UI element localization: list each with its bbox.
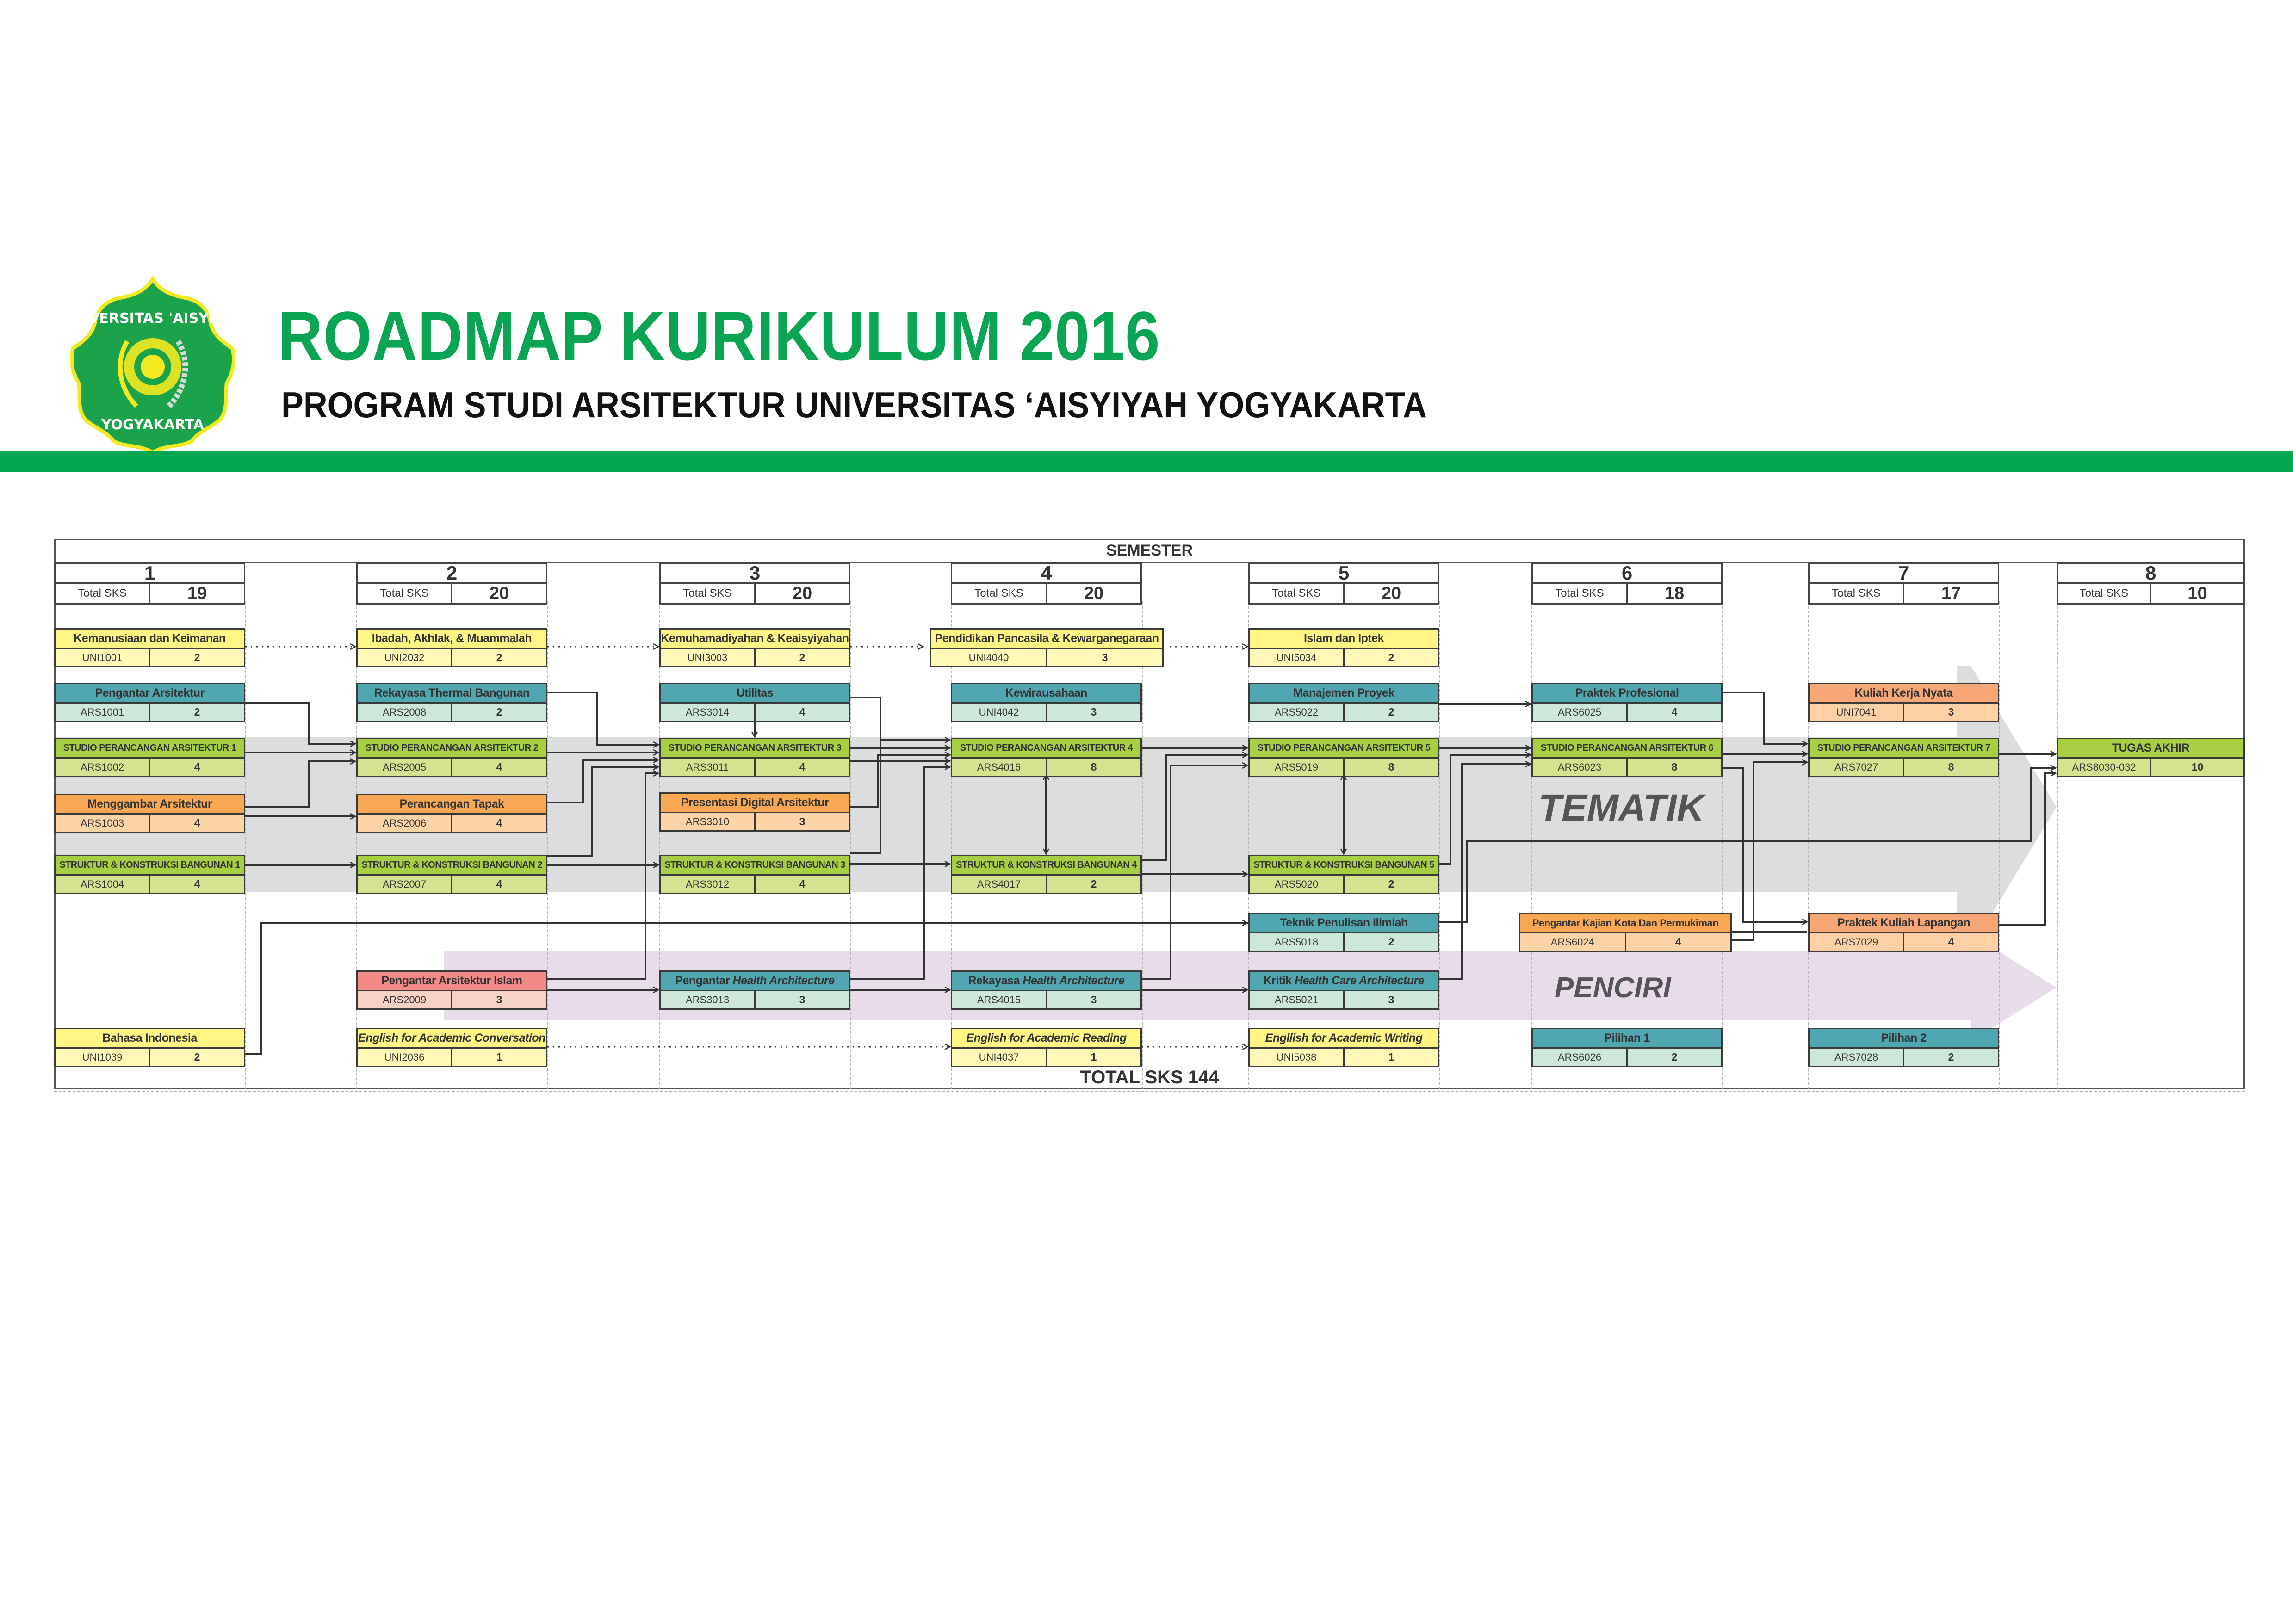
total-sks-value: 18 — [1664, 584, 1685, 603]
course-title — [661, 972, 849, 991]
course-card[interactable] — [1248, 683, 1439, 722]
course-code: ARS5018 — [1250, 933, 1345, 951]
course-code: ARS1003 — [56, 815, 150, 832]
course-sks: 3 — [496, 994, 502, 1006]
course-code: ARS6023 — [1533, 759, 1628, 776]
course-code: ARS3014 — [661, 704, 756, 721]
course-card[interactable] — [1531, 683, 1723, 722]
course-code: UNI2032 — [358, 649, 452, 666]
course-sks: 2 — [1671, 1051, 1678, 1063]
course-card[interactable] — [54, 855, 245, 894]
column-guide — [2057, 601, 2058, 1089]
course-title-italic: Health Care Architecture — [1295, 974, 1425, 987]
course-card[interactable] — [1808, 738, 1999, 777]
course-sks: 2 — [799, 651, 806, 663]
semester-number: 7 — [1810, 564, 1998, 584]
course-sks: 2 — [496, 706, 502, 718]
course-code: ARS4017 — [952, 876, 1047, 893]
course-card[interactable] — [1248, 628, 1439, 667]
course-sks: 3 — [1388, 994, 1394, 1006]
course-title — [952, 972, 1140, 991]
course-title: STUDIO PERANCANGAN ARSITEKTUR 1 — [56, 739, 244, 759]
course-code: UNI3003 — [661, 649, 756, 666]
course-code: ARS7028 — [1810, 1049, 1904, 1066]
course-code: ARS1001 — [56, 704, 150, 721]
course-code: ARS6025 — [1533, 704, 1628, 721]
course-card[interactable] — [54, 794, 245, 833]
total-sks-value: 10 — [2188, 584, 2207, 603]
course-sks: 4 — [194, 817, 200, 829]
total-sks-value: 17 — [1941, 584, 1961, 603]
course-code: ARS3012 — [661, 876, 756, 893]
semester-number: 8 — [2058, 564, 2243, 584]
course-title: Menggambar Arsitektur — [56, 795, 244, 815]
total-sks-label: Total SKS — [1810, 584, 1904, 603]
course-title: Kuliah Kerja Nyata — [1810, 684, 1998, 704]
column-guide — [1439, 601, 1440, 1089]
course-card[interactable] — [54, 738, 245, 777]
course-sks: 8 — [1948, 761, 1954, 773]
course-sks: 2 — [194, 651, 200, 663]
course-card[interactable] — [54, 1028, 245, 1067]
course-card[interactable] — [1808, 913, 1999, 952]
course-title: Kemanusiaan dan Keimanan — [56, 630, 244, 649]
semester-header: SEMESTER — [54, 539, 2245, 563]
course-code: ARS4016 — [952, 759, 1047, 776]
course-title: Perancangan Tapak — [358, 795, 546, 815]
course-card[interactable] — [951, 738, 1142, 777]
course-card[interactable] — [930, 628, 1164, 667]
course-title: Pengantar Kajian Kota Dan Permukiman — [1520, 914, 1730, 933]
course-code: ARS5019 — [1250, 759, 1345, 776]
course-title: Rekayasa Thermal Bangunan — [358, 684, 546, 704]
svg-text:YOGYAKARTA: YOGYAKARTA — [101, 417, 204, 433]
course-sks: 2 — [194, 1051, 200, 1063]
course-card[interactable] — [356, 970, 547, 1010]
course-title: TUGAS AKHIR — [2058, 739, 2243, 759]
course-title: Bahasa Indonesia — [56, 1029, 244, 1049]
course-card[interactable] — [659, 855, 850, 894]
course-card[interactable] — [1248, 913, 1439, 952]
penciri-label: PENCIRI — [1555, 972, 1671, 1004]
course-code: UNI4042 — [952, 704, 1047, 721]
course-code: ARS6024 — [1520, 933, 1626, 951]
course-sks: 4 — [1671, 706, 1678, 718]
course-card[interactable] — [2057, 738, 2245, 777]
column-guide — [356, 601, 357, 1089]
course-sks: 1 — [1388, 1051, 1394, 1063]
course-code: UNI5034 — [1250, 649, 1345, 666]
column-guide — [659, 601, 660, 1089]
semester-number: 2 — [358, 564, 546, 584]
column-guide — [1808, 601, 1809, 1089]
course-code: ARS3010 — [661, 813, 756, 830]
course-sks: 4 — [194, 761, 200, 773]
university-seal-icon — [60, 272, 245, 457]
semester-number: 4 — [952, 564, 1140, 584]
course-card[interactable] — [659, 683, 850, 722]
course-code: ARS2008 — [358, 704, 452, 721]
course-sks: 1 — [496, 1051, 502, 1063]
course-code: ARS2006 — [358, 815, 452, 832]
semester-number: 1 — [56, 564, 244, 584]
course-title: Ibadah, Akhlak, & Muammalah — [358, 630, 546, 649]
course-title: Praktek Profesional — [1533, 684, 1721, 704]
course-card[interactable] — [659, 970, 850, 1010]
course-code: UNI4040 — [931, 649, 1047, 666]
table-bottom-rule — [54, 1091, 2245, 1092]
course-sks: 4 — [194, 878, 200, 890]
page-title: ROADMAP KURIKULUM 2016 — [278, 297, 1160, 375]
column-guide — [547, 601, 548, 1089]
total-sks-label: Total SKS — [358, 584, 452, 603]
course-code: ARS5021 — [1250, 991, 1345, 1008]
course-title: STUDIO PERANCANGAN ARSITEKTUR 5 — [1250, 739, 1438, 759]
course-code: ARS3011 — [661, 759, 756, 776]
svg-text:UNIVERSITAS 'AISYIYAH: UNIVERSITAS 'AISYIYAH — [60, 310, 245, 327]
course-title: Pengantar Arsitektur — [56, 684, 244, 704]
tematik-label: TEMATIK — [1538, 787, 1704, 829]
course-code: ARS2009 — [358, 991, 452, 1008]
semester-4-header — [951, 562, 1142, 605]
course-title — [1250, 972, 1438, 991]
course-code: ARS5022 — [1250, 704, 1345, 721]
total-sks-label: Total SKS — [952, 584, 1047, 603]
semester-3-header — [659, 562, 850, 605]
total-sks-value: 20 — [792, 584, 812, 603]
column-guide — [1999, 601, 2000, 1089]
total-sks-label: Total SKS — [56, 584, 150, 603]
course-sks: 1 — [1091, 1051, 1097, 1063]
course-sks: 3 — [799, 994, 806, 1006]
course-title: Kemuhamadiyahan & Keaisyiyahan — [661, 630, 849, 649]
course-card[interactable] — [951, 855, 1142, 894]
course-sks: 4 — [1675, 936, 1681, 948]
course-card[interactable] — [1519, 913, 1732, 952]
course-title: Teknik Penulisan Ilimiah — [1250, 914, 1438, 933]
course-title-plain: Rekayasa — [968, 974, 1023, 987]
course-sks: 4 — [496, 761, 502, 773]
page-subtitle: PROGRAM STUDI ARSITEKTUR UNIVERSITAS ‘AISYIYAH YOGYAKARTA — [281, 384, 1427, 425]
course-title: Engllish for Academic Writing — [1250, 1029, 1438, 1049]
column-guide — [1142, 601, 1143, 1089]
course-card[interactable] — [1248, 855, 1439, 894]
course-card[interactable] — [659, 792, 850, 832]
course-card[interactable] — [1248, 738, 1439, 777]
course-sks: 3 — [799, 815, 806, 827]
course-sks: 10 — [2191, 761, 2204, 773]
course-card[interactable] — [356, 794, 547, 833]
course-title: STRUKTUR & KONSTRUKSI BANGUNAN 4 — [952, 856, 1140, 876]
semester-1-header — [54, 562, 245, 605]
course-sks: 2 — [1388, 651, 1394, 663]
course-code: UNI1039 — [56, 1049, 150, 1066]
course-sks: 8 — [1671, 761, 1678, 773]
semester-5-header — [1248, 562, 1439, 605]
course-card[interactable] — [1248, 1028, 1439, 1067]
course-card[interactable] — [659, 738, 850, 777]
course-code: ARS7027 — [1810, 759, 1904, 776]
column-guide — [951, 601, 952, 1089]
column-guide — [245, 601, 246, 1089]
semester-7-header — [1808, 562, 1999, 605]
course-sks: 8 — [1388, 761, 1394, 773]
semester-number: 3 — [661, 564, 849, 584]
total-sks-value: 20 — [1084, 584, 1104, 603]
course-sks: 4 — [496, 817, 502, 829]
course-card[interactable] — [356, 628, 547, 667]
course-sks: 4 — [496, 878, 502, 890]
course-code: ARS5020 — [1250, 876, 1345, 893]
semester-2-header — [356, 562, 547, 605]
course-title: Presentasi Digital Arsitektur — [661, 794, 849, 813]
course-sks: 2 — [1388, 706, 1394, 718]
course-title: STUDIO PERANCANGAN ARSITEKTUR 3 — [661, 739, 849, 759]
course-code: ARS1004 — [56, 876, 150, 893]
course-title-italic: Health Architecture — [1023, 974, 1125, 987]
course-code: UNI5038 — [1250, 1049, 1345, 1066]
column-guide — [850, 601, 851, 1089]
course-sks: 4 — [1948, 936, 1954, 948]
course-sks: 2 — [1388, 878, 1394, 890]
course-title: Pengantar Arsitektur Islam — [358, 972, 546, 991]
course-title: English for Academic Conversation — [358, 1029, 546, 1049]
course-code: UNI7041 — [1810, 704, 1904, 721]
total-sks-label: Total SKS — [1250, 584, 1345, 603]
course-card[interactable] — [1808, 1028, 1999, 1067]
course-card[interactable] — [951, 683, 1142, 722]
course-code: ARS3013 — [661, 991, 756, 1008]
course-title: STRUKTUR & KONSTRUKSI BANGUNAN 5 — [1250, 856, 1438, 876]
course-card[interactable] — [951, 1028, 1142, 1067]
course-card[interactable] — [1531, 1028, 1723, 1067]
header-divider-band — [0, 451, 2293, 472]
course-sks: 8 — [1091, 761, 1097, 773]
course-sks: 3 — [1091, 706, 1097, 718]
course-title: STUDIO PERANCANGAN ARSITEKTUR 6 — [1533, 739, 1721, 759]
course-sks: 2 — [1091, 878, 1097, 890]
semester-6-header — [1531, 562, 1723, 605]
course-code: ARS1002 — [56, 759, 150, 776]
course-title: Pendidikan Pancasila & Kewarganegaraan — [931, 630, 1162, 649]
course-code: ARS6026 — [1533, 1049, 1628, 1066]
total-sks-label: Total SKS — [1533, 584, 1628, 603]
course-card[interactable] — [356, 738, 547, 777]
course-title: STUDIO PERANCANGAN ARSITEKTUR 7 — [1810, 739, 1998, 759]
course-title-plain: Kritik — [1263, 974, 1295, 987]
course-title: STRUKTUR & KONSTRUKSI BANGUNAN 2 — [358, 856, 546, 876]
course-title: STUDIO PERANCANGAN ARSITEKTUR 4 — [952, 739, 1140, 759]
course-title: Pilihan 1 — [1533, 1029, 1721, 1049]
course-card[interactable] — [951, 970, 1142, 1010]
course-sks: 3 — [1102, 651, 1108, 663]
course-card[interactable] — [54, 683, 245, 722]
course-card[interactable] — [356, 683, 547, 722]
course-title: Manajemen Proyek — [1250, 684, 1438, 704]
course-card[interactable] — [1808, 683, 1999, 722]
total-sks-label: Total SKS — [2058, 584, 2151, 603]
course-title: Utilitas — [661, 684, 849, 704]
course-title: STRUKTUR & KONSTRUKSI BANGUNAN 3 — [661, 856, 849, 876]
course-sks: 2 — [1948, 1051, 1954, 1063]
course-sks: 3 — [1091, 994, 1097, 1006]
course-sks: 2 — [496, 651, 502, 663]
total-sks-footer: TOTAL SKS 144 — [1080, 1067, 1219, 1087]
course-card[interactable] — [356, 1028, 547, 1067]
semester-number: 6 — [1533, 564, 1721, 584]
course-code: ARS2005 — [358, 759, 452, 776]
course-sks: 2 — [194, 706, 200, 718]
course-sks: 2 — [1388, 936, 1394, 948]
course-sks: 4 — [799, 706, 806, 718]
semester-8-header — [2057, 562, 2245, 605]
course-title: STRUKTUR & KONSTRUKSI BANGUNAN 1 — [56, 856, 244, 876]
course-card[interactable] — [356, 855, 547, 894]
course-sks: 4 — [799, 878, 806, 890]
course-code: UNI2036 — [358, 1049, 452, 1066]
course-code: ARS4015 — [952, 991, 1047, 1008]
course-sks: 3 — [1948, 706, 1954, 718]
course-title: Islam dan Iptek — [1250, 630, 1438, 649]
total-sks-value: 19 — [187, 584, 207, 603]
course-title: Praktek Kuliah Lapangan — [1810, 914, 1998, 933]
course-sks: 4 — [799, 761, 806, 773]
total-sks-label: Total SKS — [661, 584, 756, 603]
course-code: UNI4037 — [952, 1049, 1047, 1066]
course-title: Kewirausahaan — [952, 684, 1140, 704]
course-card[interactable] — [1531, 738, 1723, 777]
course-card[interactable] — [1248, 970, 1439, 1010]
course-code: UNI1001 — [56, 649, 150, 666]
course-code: ARS8030-032 — [2058, 759, 2151, 776]
semester-number: 5 — [1250, 564, 1438, 584]
course-title-italic: Health Architecture — [732, 974, 835, 987]
course-card[interactable] — [659, 628, 850, 667]
course-title: English for Academic Reading — [952, 1029, 1140, 1049]
course-card[interactable] — [54, 628, 245, 667]
course-code: ARS7029 — [1810, 933, 1904, 951]
total-sks-value: 20 — [489, 584, 509, 603]
course-code: ARS2007 — [358, 876, 452, 893]
column-guide — [1248, 601, 1249, 1089]
total-sks-value: 20 — [1381, 584, 1401, 603]
column-guide — [1531, 601, 1532, 1089]
course-title: STUDIO PERANCANGAN ARSITEKTUR 2 — [358, 739, 546, 759]
course-title-plain: Pengantar — [675, 974, 733, 987]
university-logo — [60, 272, 245, 457]
column-guide — [1722, 601, 1723, 1089]
course-title: Pilihan 2 — [1810, 1029, 1998, 1049]
